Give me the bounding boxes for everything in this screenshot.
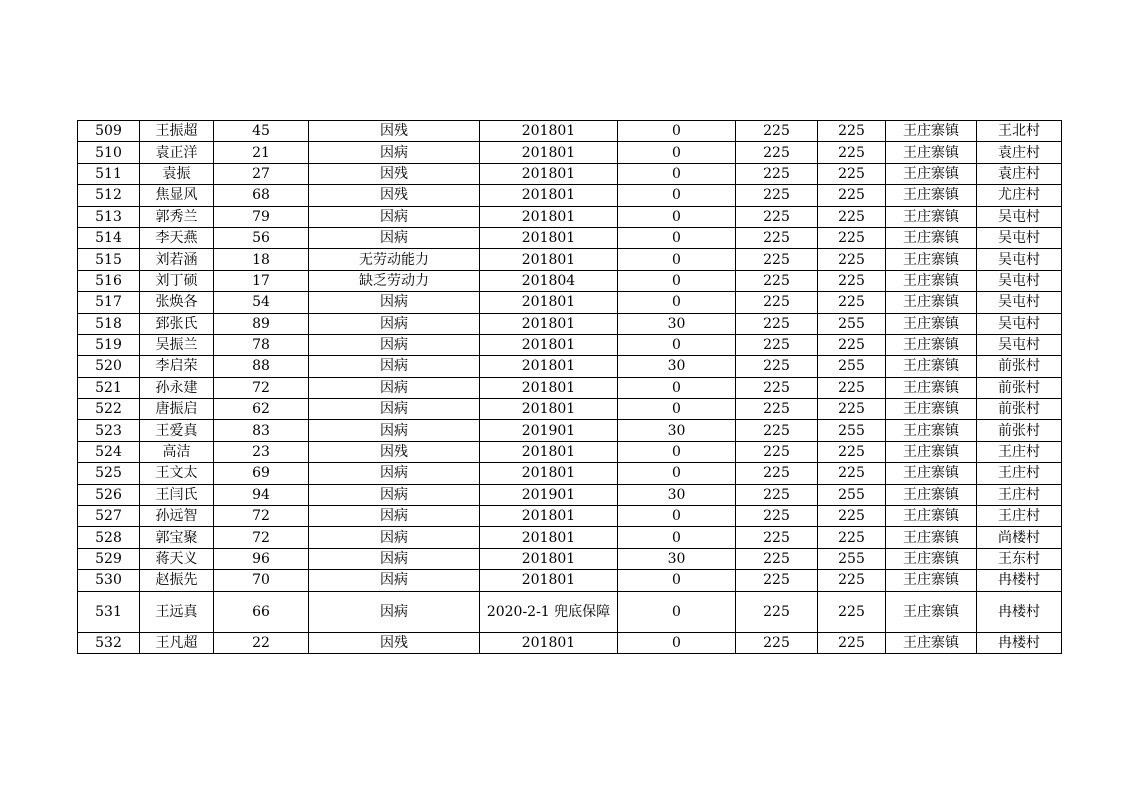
cell-row-number: 513 [78,206,140,227]
cell-base-amount: 225 [736,591,818,632]
cell-base-amount: 225 [736,313,818,334]
cell-start-date: 201801 [480,570,618,591]
cell-extra-amount: 0 [618,227,736,248]
cell-row-number: 515 [78,249,140,270]
cell-village: 吴屯村 [977,292,1062,313]
cell-total-amount: 225 [818,334,886,355]
cell-age: 83 [214,420,309,441]
cell-town: 王庄寨镇 [886,121,977,142]
cell-start-date: 201801 [480,249,618,270]
cell-total-amount: 225 [818,270,886,291]
cell-name: 王凡超 [140,632,214,653]
cell-start-date: 201801 [480,227,618,248]
cell-total-amount: 225 [818,591,886,632]
cell-extra-amount: 0 [618,506,736,527]
cell-start-date: 201801 [480,313,618,334]
cell-base-amount: 225 [736,292,818,313]
table-row [78,142,1062,163]
cell-reason: 因病 [309,142,480,163]
cell-base-amount: 225 [736,249,818,270]
cell-age: 78 [214,334,309,355]
cell-town: 王庄寨镇 [886,227,977,248]
cell-extra-amount: 0 [618,632,736,653]
cell-town: 王庄寨镇 [886,163,977,184]
cell-age: 45 [214,121,309,142]
cell-name: 王远真 [140,591,214,632]
cell-age: 72 [214,506,309,527]
cell-village: 吴屯村 [977,227,1062,248]
cell-town: 王庄寨镇 [886,441,977,462]
cell-total-amount: 255 [818,548,886,569]
cell-extra-amount: 0 [618,292,736,313]
cell-extra-amount: 0 [618,185,736,206]
cell-reason: 因病 [309,399,480,420]
cell-total-amount: 225 [818,463,886,484]
cell-reason: 因病 [309,484,480,505]
cell-start-date: 201801 [480,506,618,527]
cell-village: 尚楼村 [977,527,1062,548]
cell-base-amount: 225 [736,334,818,355]
cell-age: 72 [214,377,309,398]
cell-extra-amount: 30 [618,420,736,441]
cell-base-amount: 225 [736,399,818,420]
cell-age: 68 [214,185,309,206]
cell-start-date: 201801 [480,356,618,377]
cell-name: 刘丁硕 [140,270,214,291]
cell-reason: 因残 [309,632,480,653]
cell-village: 冉楼村 [977,591,1062,632]
cell-town: 王庄寨镇 [886,548,977,569]
cell-age: 96 [214,548,309,569]
cell-row-number: 509 [78,121,140,142]
cell-start-date: 201801 [480,142,618,163]
table-row [78,399,1062,420]
table-row [78,463,1062,484]
table-row [78,356,1062,377]
cell-base-amount: 225 [736,441,818,462]
table-row [78,334,1062,355]
cell-name: 郭秀兰 [140,206,214,227]
cell-extra-amount: 0 [618,163,736,184]
cell-total-amount: 225 [818,632,886,653]
cell-extra-amount: 30 [618,548,736,569]
cell-extra-amount: 0 [618,334,736,355]
cell-age: 27 [214,163,309,184]
table-row [78,527,1062,548]
cell-town: 王庄寨镇 [886,206,977,227]
cell-total-amount: 225 [818,570,886,591]
table-row [78,185,1062,206]
cell-reason: 缺乏劳动力 [309,270,480,291]
cell-extra-amount: 0 [618,270,736,291]
cell-row-number: 526 [78,484,140,505]
cell-extra-amount: 0 [618,463,736,484]
table-row [78,548,1062,569]
cell-row-number: 531 [78,591,140,632]
cell-start-date: 201801 [480,163,618,184]
cell-village: 王东村 [977,548,1062,569]
cell-reason: 因病 [309,548,480,569]
cell-total-amount: 225 [818,163,886,184]
records-table-body [78,121,1062,654]
cell-start-date: 201801 [480,399,618,420]
cell-name: 蒋天义 [140,548,214,569]
cell-town: 王庄寨镇 [886,632,977,653]
cell-row-number: 524 [78,441,140,462]
cell-reason: 因残 [309,121,480,142]
cell-reason: 因病 [309,334,480,355]
cell-row-number: 510 [78,142,140,163]
cell-name: 高洁 [140,441,214,462]
cell-extra-amount: 30 [618,484,736,505]
cell-reason: 因残 [309,441,480,462]
cell-row-number: 525 [78,463,140,484]
cell-village: 王庄村 [977,463,1062,484]
cell-total-amount: 225 [818,142,886,163]
cell-total-amount: 225 [818,527,886,548]
cell-reason: 因病 [309,206,480,227]
cell-row-number: 523 [78,420,140,441]
table-row [78,441,1062,462]
cell-base-amount: 225 [736,227,818,248]
cell-town: 王庄寨镇 [886,591,977,632]
cell-age: 66 [214,591,309,632]
cell-row-number: 521 [78,377,140,398]
table-row [78,163,1062,184]
cell-village: 王庄村 [977,441,1062,462]
table-row [78,420,1062,441]
cell-row-number: 530 [78,570,140,591]
cell-extra-amount: 0 [618,249,736,270]
cell-row-number: 528 [78,527,140,548]
cell-base-amount: 225 [736,527,818,548]
cell-village: 王庄村 [977,506,1062,527]
cell-start-date: 201801 [480,121,618,142]
table-row [78,632,1062,653]
cell-village: 前张村 [977,377,1062,398]
cell-village: 尤庄村 [977,185,1062,206]
cell-town: 王庄寨镇 [886,356,977,377]
cell-start-date: 201801 [480,206,618,227]
cell-age: 89 [214,313,309,334]
cell-base-amount: 225 [736,142,818,163]
cell-name: 李天燕 [140,227,214,248]
cell-name: 王爱真 [140,420,214,441]
table-row [78,249,1062,270]
cell-town: 王庄寨镇 [886,377,977,398]
cell-town: 王庄寨镇 [886,270,977,291]
cell-base-amount: 225 [736,420,818,441]
cell-village: 前张村 [977,420,1062,441]
cell-start-date: 201804 [480,270,618,291]
cell-total-amount: 225 [818,185,886,206]
cell-row-number: 516 [78,270,140,291]
cell-total-amount: 225 [818,206,886,227]
records-table-container [77,120,1062,654]
cell-age: 72 [214,527,309,548]
cell-village: 王庄村 [977,484,1062,505]
cell-name: 郭宝聚 [140,527,214,548]
cell-village: 吴屯村 [977,249,1062,270]
cell-extra-amount: 0 [618,121,736,142]
cell-reason: 因病 [309,570,480,591]
cell-village: 王北村 [977,121,1062,142]
cell-age: 94 [214,484,309,505]
cell-town: 王庄寨镇 [886,570,977,591]
cell-row-number: 529 [78,548,140,569]
cell-total-amount: 225 [818,377,886,398]
cell-name: 袁振 [140,163,214,184]
cell-total-amount: 225 [818,506,886,527]
cell-start-date: 201901 [480,420,618,441]
cell-row-number: 511 [78,163,140,184]
cell-start-date: 201801 [480,463,618,484]
cell-reason: 因病 [309,527,480,548]
cell-reason: 因病 [309,506,480,527]
cell-row-number: 522 [78,399,140,420]
cell-base-amount: 225 [736,206,818,227]
cell-name: 刘若涵 [140,249,214,270]
cell-village: 吴屯村 [977,313,1062,334]
cell-village: 袁庄村 [977,163,1062,184]
cell-row-number: 518 [78,313,140,334]
cell-age: 62 [214,399,309,420]
cell-village: 吴屯村 [977,334,1062,355]
cell-extra-amount: 0 [618,591,736,632]
cell-extra-amount: 0 [618,527,736,548]
cell-base-amount: 225 [736,121,818,142]
table-row [78,377,1062,398]
cell-start-date: 201801 [480,548,618,569]
cell-age: 79 [214,206,309,227]
cell-town: 王庄寨镇 [886,313,977,334]
cell-base-amount: 225 [736,356,818,377]
cell-name: 王文太 [140,463,214,484]
cell-village: 冉楼村 [977,632,1062,653]
cell-town: 王庄寨镇 [886,399,977,420]
cell-total-amount: 225 [818,292,886,313]
cell-age: 88 [214,356,309,377]
cell-row-number: 512 [78,185,140,206]
cell-name: 吴振兰 [140,334,214,355]
cell-age: 17 [214,270,309,291]
cell-extra-amount: 0 [618,441,736,462]
cell-start-date: 201801 [480,377,618,398]
cell-base-amount: 225 [736,632,818,653]
cell-name: 赵振先 [140,570,214,591]
cell-extra-amount: 0 [618,570,736,591]
cell-base-amount: 225 [736,548,818,569]
cell-town: 王庄寨镇 [886,334,977,355]
cell-row-number: 527 [78,506,140,527]
cell-reason: 因病 [309,227,480,248]
cell-town: 王庄寨镇 [886,527,977,548]
cell-age: 22 [214,632,309,653]
table-row [78,506,1062,527]
cell-extra-amount: 0 [618,206,736,227]
cell-age: 23 [214,441,309,462]
cell-name: 焦显风 [140,185,214,206]
cell-reason: 因病 [309,463,480,484]
cell-town: 王庄寨镇 [886,420,977,441]
cell-start-date: 201801 [480,292,618,313]
cell-village: 吴屯村 [977,270,1062,291]
records-table [77,120,1062,654]
cell-extra-amount: 30 [618,313,736,334]
cell-extra-amount: 0 [618,142,736,163]
cell-name: 袁正洋 [140,142,214,163]
cell-age: 69 [214,463,309,484]
cell-total-amount: 255 [818,356,886,377]
cell-total-amount: 225 [818,441,886,462]
table-row [78,591,1062,632]
cell-start-date: 201801 [480,441,618,462]
cell-extra-amount: 30 [618,356,736,377]
cell-reason: 无劳动能力 [309,249,480,270]
cell-total-amount: 255 [818,313,886,334]
cell-village: 冉楼村 [977,570,1062,591]
cell-start-date: 201801 [480,334,618,355]
cell-age: 18 [214,249,309,270]
cell-name: 孙远智 [140,506,214,527]
cell-extra-amount: 0 [618,377,736,398]
cell-total-amount: 255 [818,420,886,441]
cell-total-amount: 225 [818,249,886,270]
cell-town: 王庄寨镇 [886,506,977,527]
cell-start-date: 201801 [480,527,618,548]
cell-total-amount: 225 [818,399,886,420]
table-row [78,270,1062,291]
cell-reason: 因病 [309,292,480,313]
cell-start-date: 201801 [480,632,618,653]
cell-town: 王庄寨镇 [886,249,977,270]
cell-name: 王振超 [140,121,214,142]
table-row [78,484,1062,505]
cell-row-number: 520 [78,356,140,377]
cell-name: 李启荣 [140,356,214,377]
cell-age: 70 [214,570,309,591]
cell-town: 王庄寨镇 [886,484,977,505]
table-row [78,570,1062,591]
cell-age: 21 [214,142,309,163]
cell-start-date: 201901 [480,484,618,505]
cell-total-amount: 225 [818,121,886,142]
cell-row-number: 514 [78,227,140,248]
cell-row-number: 517 [78,292,140,313]
cell-name: 王闫氏 [140,484,214,505]
cell-town: 王庄寨镇 [886,142,977,163]
cell-name: 张焕各 [140,292,214,313]
table-row [78,206,1062,227]
cell-village: 前张村 [977,356,1062,377]
table-row [78,292,1062,313]
cell-extra-amount: 0 [618,399,736,420]
table-row [78,121,1062,142]
cell-town: 王庄寨镇 [886,185,977,206]
cell-age: 54 [214,292,309,313]
cell-total-amount: 255 [818,484,886,505]
cell-reason: 因病 [309,313,480,334]
table-row [78,227,1062,248]
cell-base-amount: 225 [736,484,818,505]
cell-reason: 因残 [309,163,480,184]
cell-start-date: 2020-2-1 兜底保障 [480,591,618,632]
cell-reason: 因残 [309,185,480,206]
cell-base-amount: 225 [736,506,818,527]
cell-reason: 因病 [309,591,480,632]
cell-reason: 因病 [309,356,480,377]
cell-base-amount: 225 [736,463,818,484]
cell-row-number: 532 [78,632,140,653]
table-row [78,313,1062,334]
cell-village: 前张村 [977,399,1062,420]
cell-base-amount: 225 [736,185,818,206]
cell-village: 吴屯村 [977,206,1062,227]
cell-reason: 因病 [309,377,480,398]
cell-village: 袁庄村 [977,142,1062,163]
cell-town: 王庄寨镇 [886,292,977,313]
cell-base-amount: 225 [736,377,818,398]
cell-name: 唐振启 [140,399,214,420]
cell-name: 孙永建 [140,377,214,398]
cell-start-date: 201801 [480,185,618,206]
cell-name: 郅张氏 [140,313,214,334]
cell-town: 王庄寨镇 [886,463,977,484]
cell-reason: 因病 [309,420,480,441]
cell-base-amount: 225 [736,270,818,291]
cell-base-amount: 225 [736,570,818,591]
cell-age: 56 [214,227,309,248]
cell-row-number: 519 [78,334,140,355]
cell-total-amount: 225 [818,227,886,248]
cell-base-amount: 225 [736,163,818,184]
